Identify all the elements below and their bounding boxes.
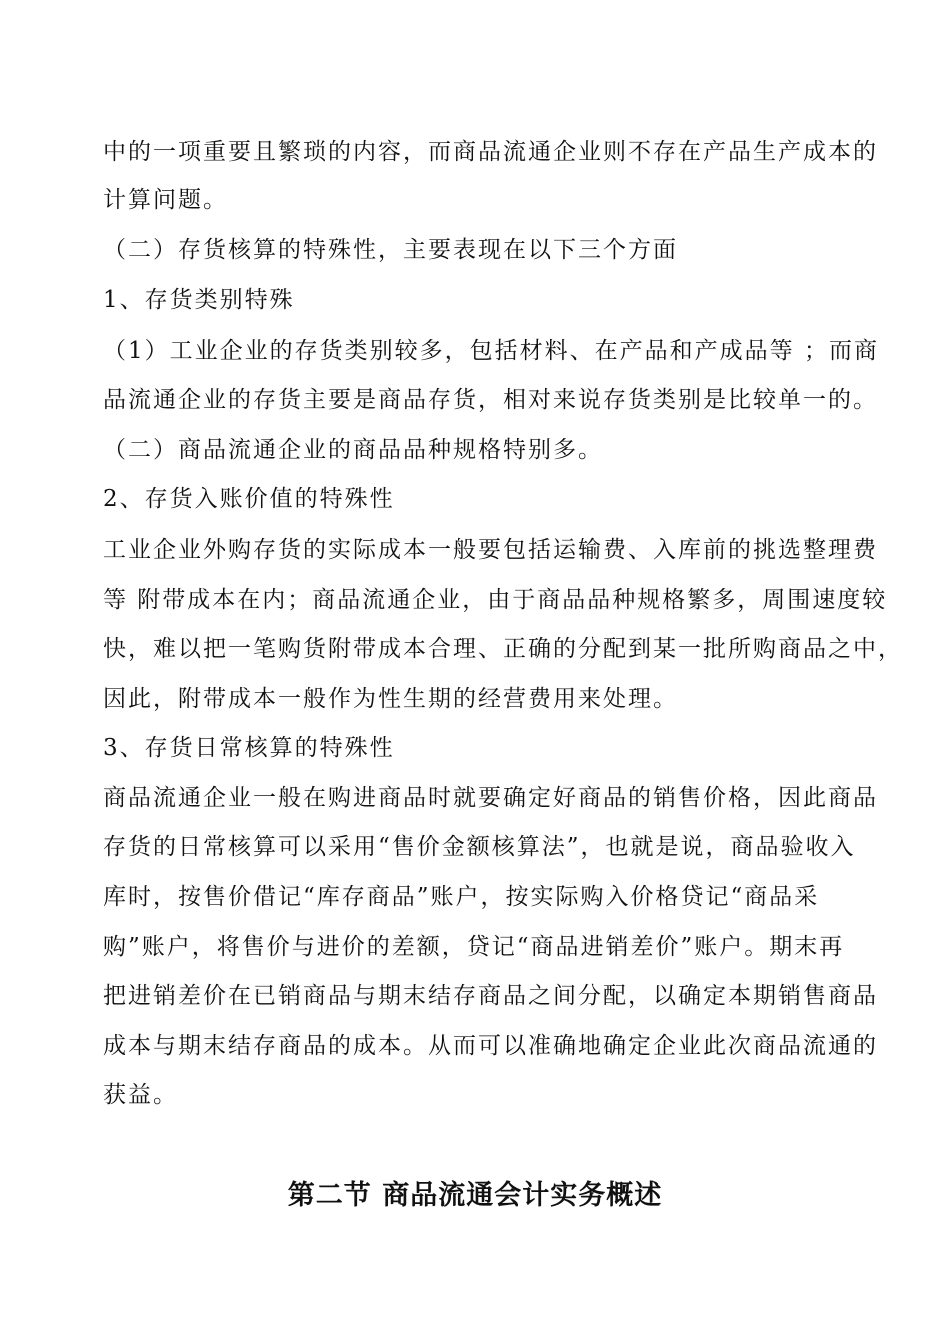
text-line: 因此，附带成本一般作为性生期的经营费用来处理。 [103,686,678,712]
text-line: 3、存货日常核算的特殊性 [103,735,395,761]
text-line: 工业企业外购存货的实际成本一般要包括运输费、入库前的挑选整理费 [103,537,878,563]
text-line: 1、存货类别特殊 [103,287,295,313]
text-line: 获益。 [103,1082,178,1108]
text-line: 存货的日常核算可以采用“售价金额核算法”，也就是说，商品验收入 [103,834,856,860]
text-line: 品流通企业的存货主要是商品存货，相对来说存货类别是比较单一的。 [103,387,878,413]
text-line: 库时，按售价借记“库存商品”账户，按实际购入价格贷记“商品采 [103,884,820,910]
text-line: 快，难以把一笔购货附带成本合理、正确的分配到某一批所购商品之中， [103,636,903,662]
text-line: 2、存货入账价值的特殊性 [103,486,395,512]
text-line: （1）工业企业的存货类别较多，包括材料、在产品和产成品等 ；而商 [103,338,879,364]
text-line: 等 附带成本在内；商品流通企业，由于商品品种规格繁多，周围速度较 [103,587,888,613]
text-line: 商品流通企业一般在购进商品时就要确定好商品的销售价格，因此商品 [103,785,878,811]
text-line: 购”账户，将售价与进价的差额，贷记“商品进销差价”账户。期末再 [103,934,845,960]
text-line: 中的一项重要且繁琐的内容，而商品流通企业则不存在产品生产成本的 [103,139,878,165]
text-line: 成本与期末结存商品的成本。从而可以准确地确定企业此次商品流通的 [103,1033,878,1059]
text-line: （二）存货核算的特殊性，主要表现在以下三个方面 [103,237,678,263]
text-line: （二）商品流通企业的商品品种规格特别多。 [103,437,603,463]
text-line: 把进销差价在已销商品与期末结存商品之间分配，以确定本期销售商品 [103,983,878,1009]
section-heading: 第二节 商品流通会计实务概述 [287,1180,663,1211]
text-line: 计算问题。 [103,187,228,213]
